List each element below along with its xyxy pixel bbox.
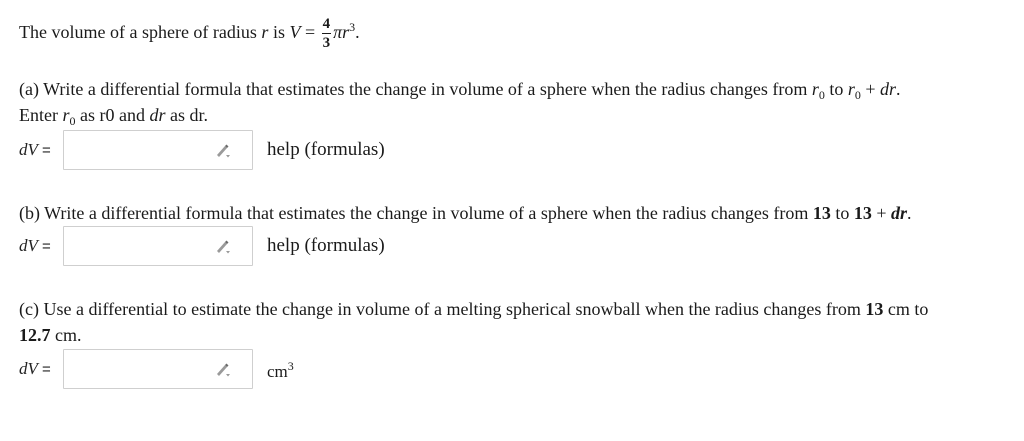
- exponent: 3: [349, 20, 356, 35]
- fraction-numerator: 4: [322, 16, 331, 32]
- to-text-b: to: [830, 203, 854, 223]
- r0-subscript: 0: [818, 88, 825, 102]
- plus-sign: +: [860, 79, 881, 99]
- r0-subscript-3: 0: [69, 114, 76, 128]
- part-b-answer-label: [19, 237, 51, 256]
- part-c-text: (c) Use a differential to estimate the change in volume of a melting spherical snowball when the radius changes from: [19, 299, 866, 319]
- equals-sign: =: [300, 22, 320, 43]
- dr-symbol-2: dr: [149, 105, 166, 125]
- dv-symbol-b: dV: [19, 236, 38, 255]
- label-equals-c: =: [37, 361, 51, 378]
- label-equals-b: =: [37, 238, 51, 255]
- pencil-icon[interactable]: [214, 143, 232, 159]
- intro-period: .: [355, 22, 360, 43]
- label-equals: =: [37, 142, 51, 159]
- pencil-icon[interactable]: [214, 239, 232, 255]
- r0-symbol-3: r: [62, 105, 70, 125]
- part-b-question: [19, 202, 912, 224]
- intro-text-is: is: [268, 22, 290, 43]
- pencil-icon[interactable]: [214, 362, 232, 378]
- part-a-answer-box[interactable]: [63, 130, 253, 170]
- part-a-instructions: [19, 104, 208, 126]
- part-c-question: [19, 298, 928, 320]
- dv-symbol-c: dV: [19, 359, 38, 378]
- enter-text: Enter: [19, 105, 63, 125]
- unit-cm-label: cm: [267, 362, 288, 381]
- unit-cm: cm: [883, 299, 910, 319]
- unit-exponent: 3: [287, 359, 294, 373]
- period: .: [896, 79, 901, 99]
- pi-symbol: π: [333, 22, 343, 43]
- part-b-text: (b) Write a differential formula that estimates the change in volume of a sphere when the radius changes from: [19, 203, 813, 223]
- part-a-help-link[interactable]: help (formulas): [267, 139, 385, 160]
- unit-cm-period: cm.: [50, 325, 82, 345]
- value-13: 13: [812, 203, 831, 223]
- r0-symbol: r: [811, 79, 819, 99]
- radius-symbol-2: r: [342, 22, 350, 43]
- to-text: to: [824, 79, 848, 99]
- part-a-text: (a) Write a differential formula that estimates the change in volume of a sphere when the radius changes from: [19, 79, 812, 99]
- part-c-answer-label: [19, 360, 51, 379]
- part-a-answer-label: [19, 141, 51, 160]
- volume-unit: [267, 359, 294, 382]
- value-13-b: 13: [853, 203, 872, 223]
- part-c-answer-input[interactable]: [70, 350, 214, 388]
- radius-symbol: r: [261, 22, 269, 43]
- intro-text: The volume of a sphere of radius: [19, 22, 262, 43]
- as-dr-text: as dr.: [165, 105, 208, 125]
- part-b-help-link[interactable]: help (formulas): [267, 235, 385, 256]
- period-b: .: [907, 203, 912, 223]
- to-text-c: to: [909, 299, 929, 319]
- fraction-four-thirds: [322, 17, 332, 51]
- value-12-7: 12.7: [19, 325, 51, 345]
- part-a-answer-input[interactable]: [70, 131, 214, 169]
- volume-symbol: V: [289, 22, 301, 43]
- r0-subscript-2: 0: [854, 88, 861, 102]
- plus-sign-b: +: [871, 203, 891, 223]
- dv-symbol: dV: [19, 140, 38, 159]
- part-a-question: [19, 78, 901, 100]
- dr-symbol-b: dr: [891, 203, 908, 223]
- fraction-denominator: 3: [322, 35, 331, 51]
- part-b-answer-input[interactable]: [70, 227, 214, 265]
- part-c-answer-box[interactable]: [63, 349, 253, 389]
- intro-statement: [19, 17, 360, 51]
- as-r0-text: as r0 and: [75, 105, 150, 125]
- dr-symbol: dr: [880, 79, 897, 99]
- part-c-question-cont: [19, 324, 82, 346]
- r0-symbol-2: r: [847, 79, 855, 99]
- value-13-c: 13: [865, 299, 884, 319]
- part-b-answer-box[interactable]: [63, 226, 253, 266]
